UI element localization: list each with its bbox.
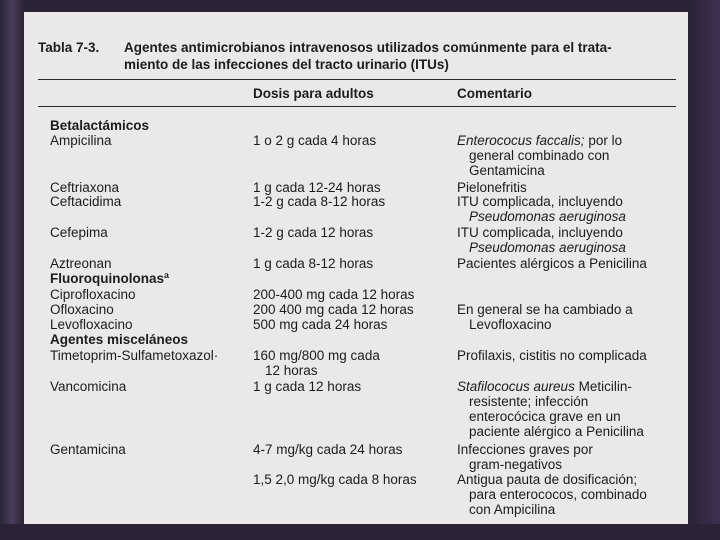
table-number: Tabla 7-3. [38,40,100,55]
dose: 4-7 mg/kg cada 24 horas [253,442,403,457]
header-rule-top [38,79,676,80]
section-fluoroquinolonas: Fluoroquinolonasª [50,271,169,286]
dose: 160 mg/800 mg cada [253,348,380,363]
dose: 1 g cada 8-12 horas [253,256,374,271]
comment: ITU complicada, incluyendo [457,194,623,209]
comment-rest: por lo [584,133,623,148]
dose: 500 mg cada 24 horas [253,317,388,332]
dose: 1,5 2,0 mg/kg cada 8 horas [253,472,417,487]
drug-name: Ceftacidima [50,194,122,209]
drug-name: Ceftriaxona [50,180,120,195]
comment: En general se ha cambiado a [457,302,633,317]
header-dosis: Dosis para adultos [253,86,374,101]
table-title [38,39,678,73]
comment-rest: Meticilin- [574,379,632,394]
drug-name: Gentamicina [50,442,126,457]
comment: Levofloxacino [469,317,552,332]
drug-name: Aztreonan [50,256,112,271]
drug-name: Timetoprim-Sulfametoxazol· [50,348,219,363]
comment: resistente; infección [469,394,589,409]
comment-italic: Stafilococus aureus [457,379,575,394]
comment [457,133,622,148]
comment: Pielonefritis [457,180,527,195]
title-line-2: miento de las infecciones del tracto urinario (ITUs) [124,57,449,72]
comment: Infecciones graves por [457,442,593,457]
drug-name: Ofloxacino [50,302,114,317]
slide-border-right [688,0,720,540]
drug-name: Ampicilina [50,133,112,148]
title-line-1: Agentes antimicrobianos intravenosos utilizados comúnmente para el trata- [124,40,612,55]
dose: 1 o 2 g cada 4 horas [253,133,377,148]
dose: 1 g cada 12-24 horas [253,180,381,195]
comment: enterocócica grave en un [469,409,621,424]
drug-name: Ciprofloxacino [50,287,136,302]
comment: general combinado con [469,148,610,163]
comment: gram-negativos [469,457,563,472]
comment: para enterococos, combinado [469,487,647,502]
dose: 200 400 mg cada 12 horas [253,302,414,317]
header-rule-bottom [38,106,676,107]
dose: 1 g cada 12 horas [253,379,362,394]
section-betalactamicos: Betalactámicos [50,118,150,133]
comment-italic: Enterococus faccalis; [457,133,585,148]
drug-name: Cefepima [50,225,108,240]
comment: Profilaxis, cistitis no complicada [457,348,647,363]
comment: Pacientes alérgicos a Penicilina [457,256,647,271]
comment: paciente alérgico a Penicilina [469,424,644,439]
dose: 12 horas [265,363,318,378]
comment: Pseudomonas aeruginosa [469,209,626,224]
comment: con Ampicilina [469,502,556,517]
dose: 200-400 mg cada 12 horas [253,287,415,302]
comment: Gentamicina [469,163,545,178]
comment: Antigua pauta de dosificación; [457,472,638,487]
document-page [24,12,688,524]
comment [457,379,632,394]
drug-name: Vancomicina [50,379,127,394]
dose: 1-2 g cada 12 horas [253,225,374,240]
slide-border-bottom [0,524,720,540]
header-comentario: Comentario [457,86,533,101]
comment: ITU complicada, incluyendo [457,225,623,240]
section-agentes-miscelaneos: Agentes misceláneos [50,332,189,347]
comment: Pseudomonas aeruginosa [469,240,626,255]
drug-name: Levofloxacino [50,317,133,332]
dose: 1-2 g cada 8-12 horas [253,194,386,209]
